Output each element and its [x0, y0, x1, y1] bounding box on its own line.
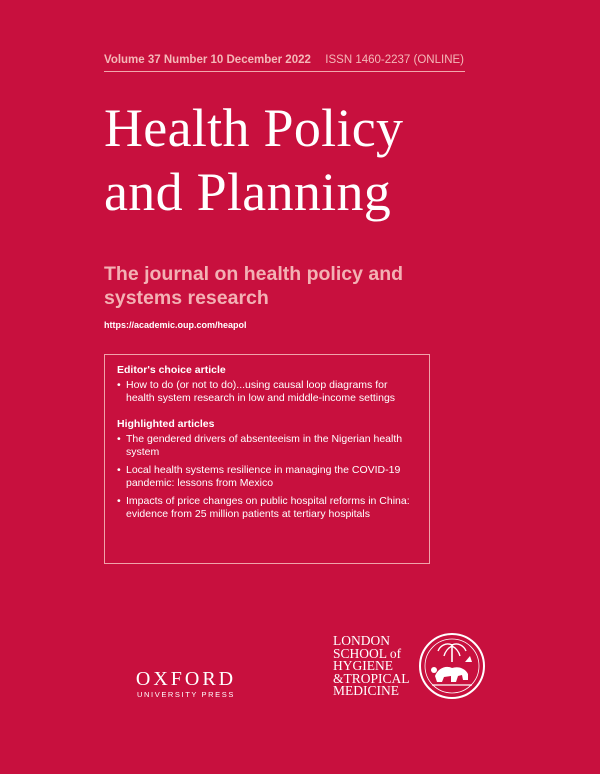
oxford-wordmark: OXFORD	[135, 668, 237, 690]
highlighted-item: • The gendered drivers of absenteeism in the Nigerian health system	[117, 433, 417, 458]
oxford-press-label: UNIVERSITY PRESS	[137, 690, 235, 699]
oxford-logo	[134, 668, 238, 700]
title-line-1: Health Policy	[104, 98, 404, 158]
editors-choice-item: • How to do (or not to do)...using causal loop diagrams for health system research in low and middle-income settings	[117, 379, 417, 404]
title-line-2: and Planning	[104, 162, 392, 222]
journal-url[interactable]: https://academic.oup.com/heapol	[104, 320, 247, 330]
lshtm-seal-icon	[418, 632, 486, 700]
lshtm-wordmark: LONDON SCHOOL of HYGIENE &TROPICAL MEDICINE	[333, 633, 410, 699]
editors-choice-heading: Editor's choice article	[117, 364, 226, 376]
issue-label: Volume 37 Number 10 December 2022	[104, 54, 311, 66]
header-divider	[104, 71, 465, 72]
highlighted-item: • Local health systems resilience in managing the COVID-19 pandemic: lessons from Mexico	[117, 464, 417, 489]
highlighted-heading: Highlighted articles	[117, 418, 215, 430]
journal-subtitle: The journal on health policy and systems research	[104, 263, 404, 309]
highlighted-list	[117, 433, 417, 520]
highlighted-item: • Impacts of price changes on public hospital reforms in China: evidence from 25 million patients at tertiary hospitals	[117, 495, 417, 520]
editors-choice-list	[117, 379, 417, 404]
journal-title	[104, 96, 403, 224]
issue-info	[104, 54, 464, 66]
contents-box	[104, 354, 430, 564]
issn-label: ISSN 1460-2237 (ONLINE)	[325, 54, 464, 66]
